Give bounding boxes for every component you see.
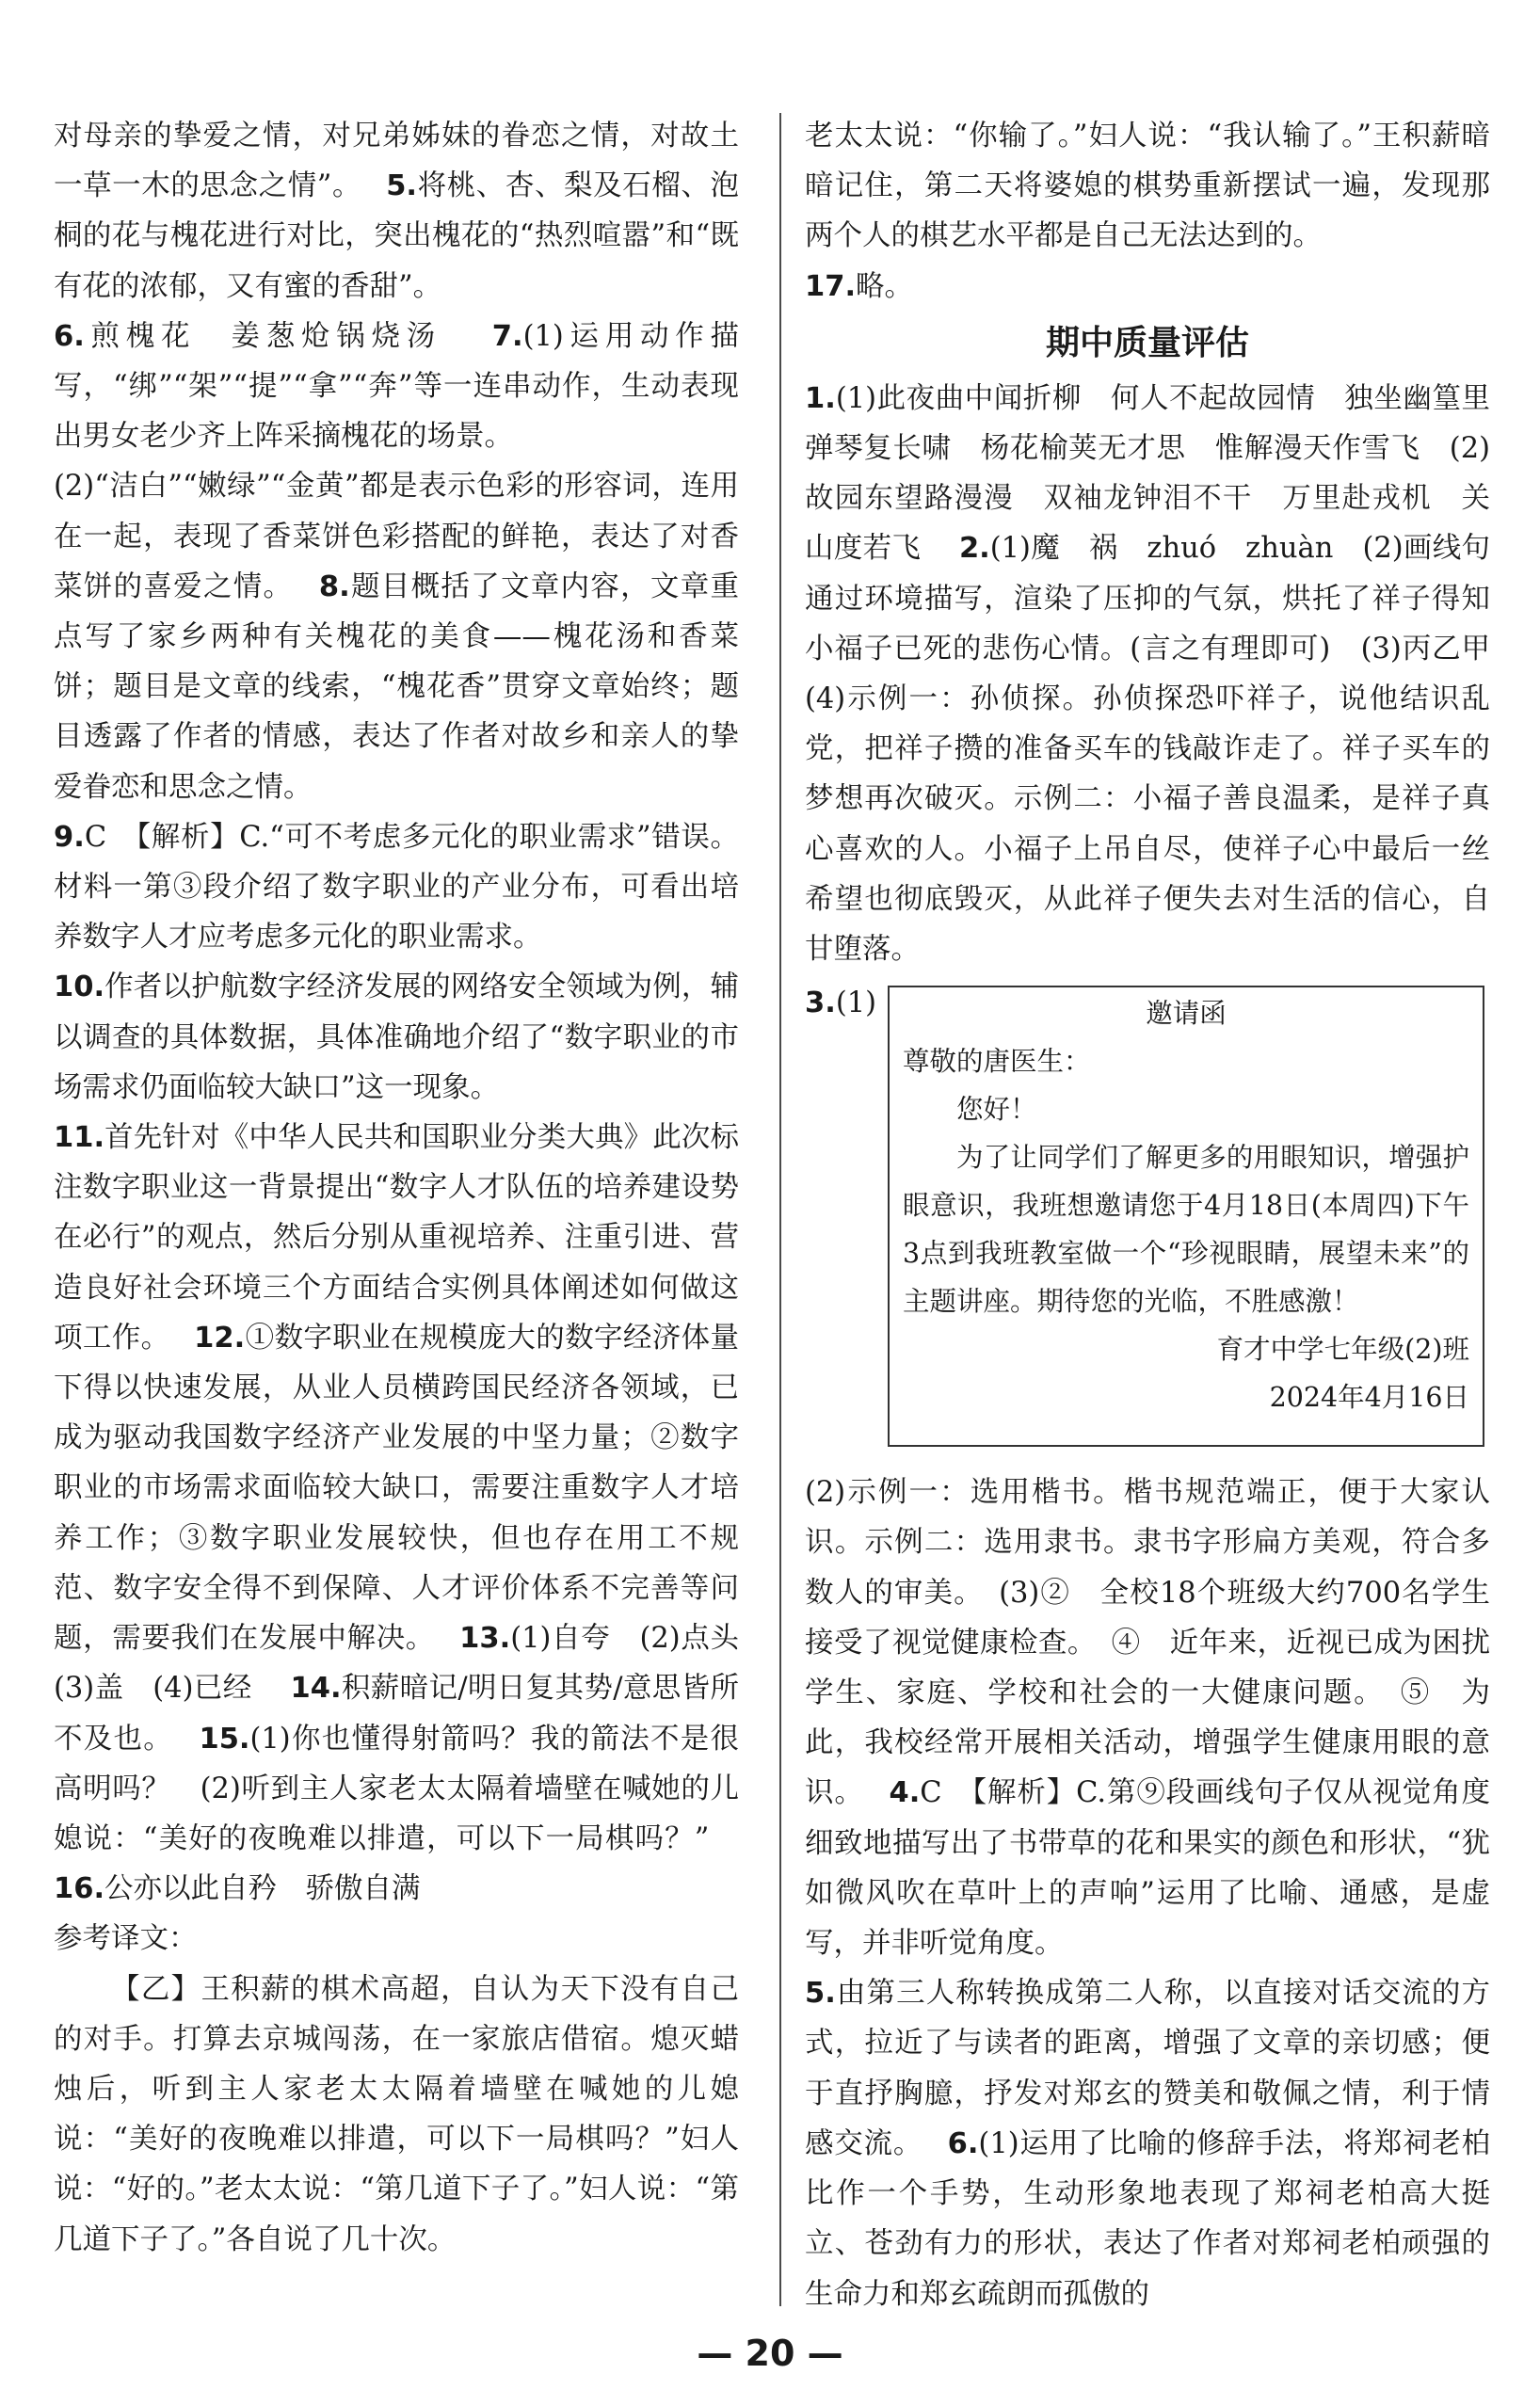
answer-text: ①数字职业在规模庞大的数字经济体量下得以快速发展，从业人员横跨国民经济各领域，已成为驱动我国数字经济产业发展的中坚力量；②数字职业的市场需求面临较大缺口，需要注重数字人才培养工作；③数字职业发展较快，但也存在用工不规范、数字安全得不到保障、人才评价体系不完善等问题，需要我们在发展中解决。 [54,1321,739,1656]
answer-text: 由第三人称转换成第二人称，以直接对话交流的方式，拉近了与读者的距离，增强了文章的亲切感；便于直抒胸臆，抒发对郑玄的赞美和敬佩之情，利于情感交流。 [805,1977,1490,2160]
answer-number: 17. [805,269,857,303]
answer-block [805,1968,1490,2318]
answer-number: 5. [386,169,418,203]
answer-number: 13. [459,1622,511,1656]
continued-text: 对母亲的挚爱之情，对兄弟姊妹的眷恋之情，对故土一草一木的思念之情”。 [54,120,739,203]
answer-text: C 【解析】C.“可不考虑多元化的职业需求”错误。材料一第③段介绍了数字职业的产业分布，可看出培养数字人才应考虑多元化的职业需求。 [54,820,739,954]
answer-text: 积薪暗记/明日复其势/意思皆所不及也。 [54,1672,739,1756]
answer-number: 3. [805,986,836,1020]
answer-block [54,111,739,312]
answer-block [54,461,739,811]
answer-text: (2)示例一：选用楷书。楷书规范端正，便于大家认识。示例二：选用隶书。隶书字形扁方美观，符合多数人的审美。 (3)② 全校18个班级大约700名学生接受了视觉健康检查。 ④ 近年来，近视已成为困扰学生、家庭、学校和社会的一大健康问题。 ⑤ 为此，我校经常开展相关活动，增强学生健康用眼的意识。 [805,1476,1490,1810]
answer-number: 2. [958,532,990,566]
answer-block [805,111,1490,262]
page-number: — 20 — [697,2333,843,2374]
answer-text: 煎槐花 姜葱炝锅烧汤 [84,319,442,353]
translation-text: 【乙】王积薪的棋术高超，自认为天下没有自己的对手。打算去京城闯荡，在一家旅店借宿。熄灭蜡烛后，听到主人家老太太隔着墙壁在喊她的儿媳说：“美好的夜晚难以排遣，可以下一局棋吗？”妇人说：“好的。”老太太说：“第几道下子了。”妇人说：“第几道下子了。”各自说了几十次。 [54,1972,739,2256]
answer-block [54,812,739,963]
answer-text: (1)自夸 (2)点头 (3)盖 (4)已经 [54,1622,768,1706]
left-column [54,111,768,2265]
answer-label [805,978,876,1028]
answer-text: 首先针对《中华人民共和国职业分类大典》此次标注数字职业这一背景提出“数字人才队伍的培养建设势在必行”的观点，然后分别从重视培养、注重引进、营造良好社会环境三个方面结合实例具体阐述如何做这项工作。 [54,1121,739,1355]
reference-label: 参考译文： [54,1922,198,1956]
sub-question-number: (1) [835,986,877,1020]
answer-block [54,312,739,462]
answer-number: 12. [194,1321,246,1355]
answer-block [54,1113,768,1914]
answer-number: 15. [199,1722,250,1756]
answer-number: 11. [54,1121,105,1155]
answer-number: 6. [54,319,85,353]
answer-text: 略。 [856,269,914,303]
answer-text: (1)你也懂得射箭吗？我的箭法不是很高明吗？ (2)听到主人家老太太隔着墙壁在喊她的儿媳说：“美好的夜晚难以排遣，可以下一局棋吗？” [54,1722,739,1855]
answer-text: (1)运用动作描写，“绑”“架”“提”“拿”“奔”等一连串动作，生动表现出男女老少齐上阵采摘槐花的场景。 [54,319,740,454]
answer-block [805,262,1490,312]
answer-number: 4. [889,1776,921,1810]
answer-text: C 【解析】C.第⑨段画线句子仅从视觉角度细致地描写出了书带草的花和果实的颜色和形状，“犹如微风吹在草叶上的声响”运用了比喻、通感，是虚写，并非听觉角度。 [805,1776,1491,1961]
answer-text: 公亦以此自矜 骄傲自满 [104,1872,421,1906]
answer-number: 10. [54,970,105,1004]
answer-block [54,962,739,1113]
section-title: 期中质量评估 [1045,323,1249,362]
invitation-letter [888,986,1484,1447]
answer-number: 16. [54,1872,105,1906]
answer-number: 14. [290,1672,342,1706]
answer-number: 8. [318,569,350,603]
answer-block [805,1468,1490,1968]
letter-body: 为了让同学们了解更多的用眼知识，增强护眼意识，我班想邀请您于4月18日(本周四)下午3点到我班教室做一个“珍视眼睛，展望未来”的主题讲座。期待您的光临，不胜感激！ [903,1142,1469,1318]
letter-salutation: 尊敬的唐医生： [903,1046,1091,1078]
column-divider [779,113,781,2306]
answer-text: (1)此夜曲中闻折柳 何人不起故园情 独坐幽篁里 弹琴复长啸 杨花榆荚无才思 惟解漫天作雪飞 (2)故园东望路漫漫 双袖龙钟泪不干 万里赴戎机 关山度若飞 [805,381,1519,566]
letter-signature: 育才中学七年级(2)班 [1216,1334,1469,1366]
answer-text: 将桃、杏、梨及石榴、泡桐的花与槐花进行对比，突出槐花的“热烈喧嚣”和“既有花的浓郁，又有蜜的香甜”。 [54,169,739,303]
answer-number: 5. [805,1977,836,2011]
answer-text: (1)运用了比喻的修辞手法，将郑祠老柏比作一个手势，生动形象地表现了郑祠老柏高大挺立、苍劲有力的形状，表达了作者对郑祠老柏顽强的生命力和郑玄疏朗而孤傲的 [805,2126,1491,2311]
answer-text: 题目概括了文章内容，文章重点写了家乡两种有关槐花的美食——槐花汤和香菜饼；题目是文章的线索，“槐花香”贯穿文章始终；题目透露了作者的情感，表达了作者对故乡和亲人的挚爱眷恋和思念之情。 [54,569,739,804]
answer-number: 1. [805,381,836,415]
answer-number: 9. [54,820,85,854]
answer-block [805,374,1519,974]
letter-date: 2024年4月16日 [1269,1382,1469,1414]
right-column [805,111,1519,2319]
answer-text: 作者以护航数字经济发展的网络安全领域为例，辅以调查的具体数据，具体准确地介绍了“数字职业的市场需求仍面临较大缺口”这一现象。 [54,970,739,1104]
answer-block-letter [805,978,1490,1468]
letter-greeting: 您好！ [956,1094,1037,1126]
answer-number: 6. [947,2126,979,2160]
answer-number: 7. [491,319,523,353]
translation-text: 老太太说：“你输了。”妇人说：“我认输了。”王积薪暗暗记住，第二天将婆媳的棋势重新摆试一遍，发现那两个人的棋艺水平都是自己无法达到的。 [805,120,1490,253]
answer-text: (1)魔 祸 zhuó zhuàn (2)画线句通过环境描写，渲染了压抑的气氛，烘托了祥子得知小福子已死的悲伤心情。(言之有理即可) (3)丙乙甲 (4)示例一：孙侦探。孙侦探恐吓祥子，说他结识乱党，把祥子攒的准备买车的钱敲诈走了。祥子买车的梦想再次破灭。示例二：小福子善良温柔，是祥子真心喜欢的人。小福子上吊自尽，使祥子心中最后一丝希望也彻底毁灭，从此祥子便失去对生活的信心，自甘堕落。 [805,532,1519,967]
answer-text: (2)“洁白”“嫩绿”“金黄”都是表示色彩的形容词，连用在一起，表现了香菜饼色彩搭配的鲜艳，表达了对香菜饼的喜爱之情。 [54,470,739,603]
letter-title: 邀请函 [1146,998,1227,1030]
